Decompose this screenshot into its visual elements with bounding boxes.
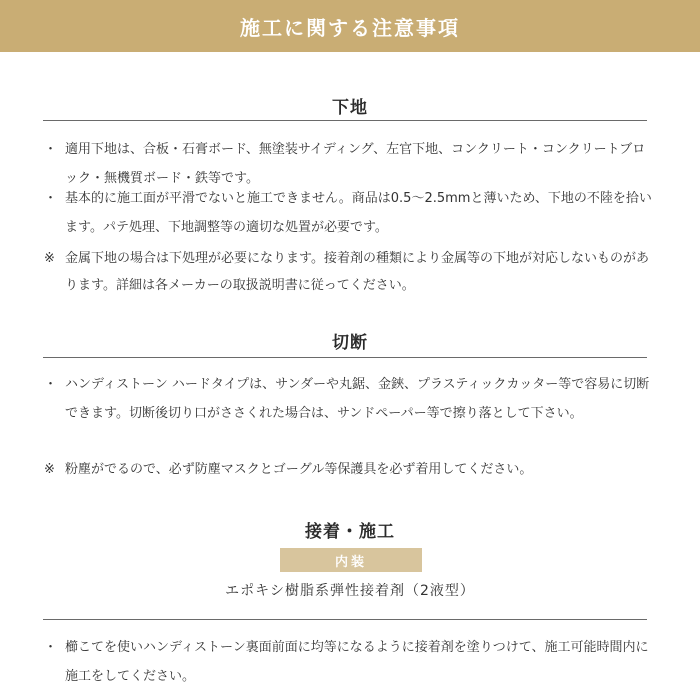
- note-mark: ※: [44, 251, 55, 266]
- bullet-mark: ・: [44, 377, 58, 392]
- bullet-mark: ・: [44, 640, 58, 655]
- cutting-note: [44, 456, 654, 483]
- base-note-text: 金属下地の場合は下処理が必要になります。接着剤の種類により金属等の下地が対応しないものがあります。詳細は各メーカーの取扱説明書に従ってください。: [65, 251, 649, 293]
- section-title-cutting: 切断: [332, 333, 368, 353]
- section-divider-base: [43, 120, 647, 121]
- page-title: 施工に関する注意事項: [240, 15, 460, 40]
- cutting-note-text: 粉塵がでるので、必ず防塵マスクとゴーグル等保護具を必ず着用してください。: [65, 462, 533, 477]
- section-divider-adhesion: [43, 619, 647, 620]
- bullet-mark: ・: [44, 142, 58, 157]
- page-header: [0, 0, 700, 52]
- base-bullet-1-text: 適用下地は、合板・石膏ボード、無塗装サイディング、左官下地、コンクリート・コンクリートブロック・無機質ボード・鉄等です。: [65, 142, 646, 186]
- cutting-bullet-1-text: ハンディストーン ハードタイプは、サンダーや丸鋸、金鋏、プラスティックカッター等で容易に切断できます。切断後切り口がささくれた場合は、サンドペーパー等で擦り落として下さい。: [65, 377, 650, 421]
- interior-badge: 内装: [280, 548, 422, 572]
- base-bullet-2-text: 基本的に施工面が平滑でないと施工できません。商品は0.5～2.5mmと薄いため、下地の不陸を拾います。パテ処理、下地調整等の適切な処置が必要です。: [65, 191, 652, 235]
- section-divider-cutting: [43, 357, 647, 358]
- base-bullet-2: [44, 184, 654, 242]
- adhesive-type-label: エポキシ樹脂系弾性接着剤（2液型）: [225, 583, 475, 599]
- bullet-mark: ・: [44, 191, 58, 206]
- adhesion-bullet-1-text: 櫛こてを使いハンディストーン裏面前面に均等になるように接着剤を塗りつけて、施工可能時間内に施工をしてください。: [65, 640, 649, 684]
- section-title-adhesion: 接着・施工: [305, 522, 395, 542]
- cutting-bullet-1: [44, 370, 654, 428]
- section-title-base: 下地: [332, 98, 368, 118]
- base-note: [44, 245, 654, 299]
- adhesion-bullet-1: [44, 633, 654, 691]
- note-mark: ※: [44, 462, 55, 477]
